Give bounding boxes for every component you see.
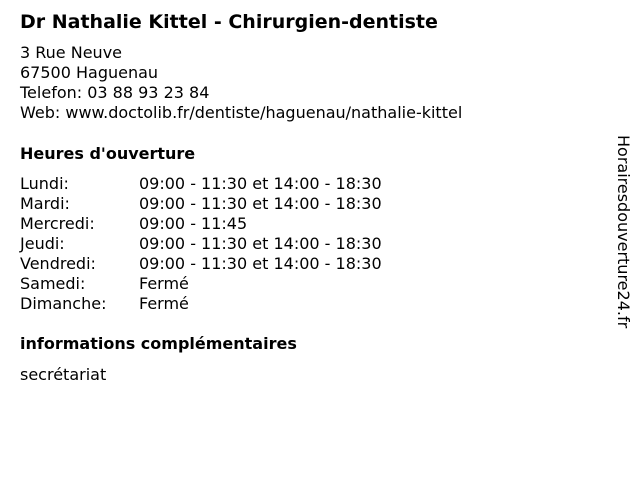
- hours-value: 09:00 - 11:30 et 14:00 - 18:30: [139, 174, 382, 193]
- hours-value: 09:00 - 11:30 et 14:00 - 18:30: [139, 194, 382, 213]
- additional-info-text: secrétariat: [20, 365, 107, 384]
- hours-value: 09:00 - 11:30 et 14:00 - 18:30: [139, 234, 382, 253]
- page-title: Dr Nathalie Kittel - Chirurgien-dentiste: [20, 11, 438, 33]
- day-label: Mercredi:: [20, 214, 95, 233]
- phone-number: Telefon: 03 88 93 23 84: [20, 83, 210, 102]
- address-city: 67500 Haguenau: [20, 63, 159, 82]
- day-label: Dimanche:: [20, 294, 107, 313]
- day-label: Jeudi:: [20, 234, 65, 253]
- website-url: Web: www.doctolib.fr/dentiste/haguenau/nathalie-kittel: [20, 103, 463, 122]
- hours-value: Fermé: [139, 294, 189, 313]
- hours-value: Fermé: [139, 274, 189, 293]
- additional-info-heading: informations complémentaires: [20, 334, 297, 353]
- opening-hours-heading: Heures d'ouverture: [20, 144, 196, 163]
- hours-value: 09:00 - 11:30 et 14:00 - 18:30: [139, 254, 382, 273]
- day-label: Mardi:: [20, 194, 70, 213]
- day-label: Samedi:: [20, 274, 86, 293]
- day-label: Vendredi:: [20, 254, 96, 273]
- site-watermark: Horairesdouverture24.fr: [614, 135, 633, 329]
- hours-value: 09:00 - 11:45: [139, 214, 248, 233]
- day-label: Lundi:: [20, 174, 69, 193]
- address-block: [20, 43, 462, 123]
- address-street: 3 Rue Neuve: [20, 43, 122, 62]
